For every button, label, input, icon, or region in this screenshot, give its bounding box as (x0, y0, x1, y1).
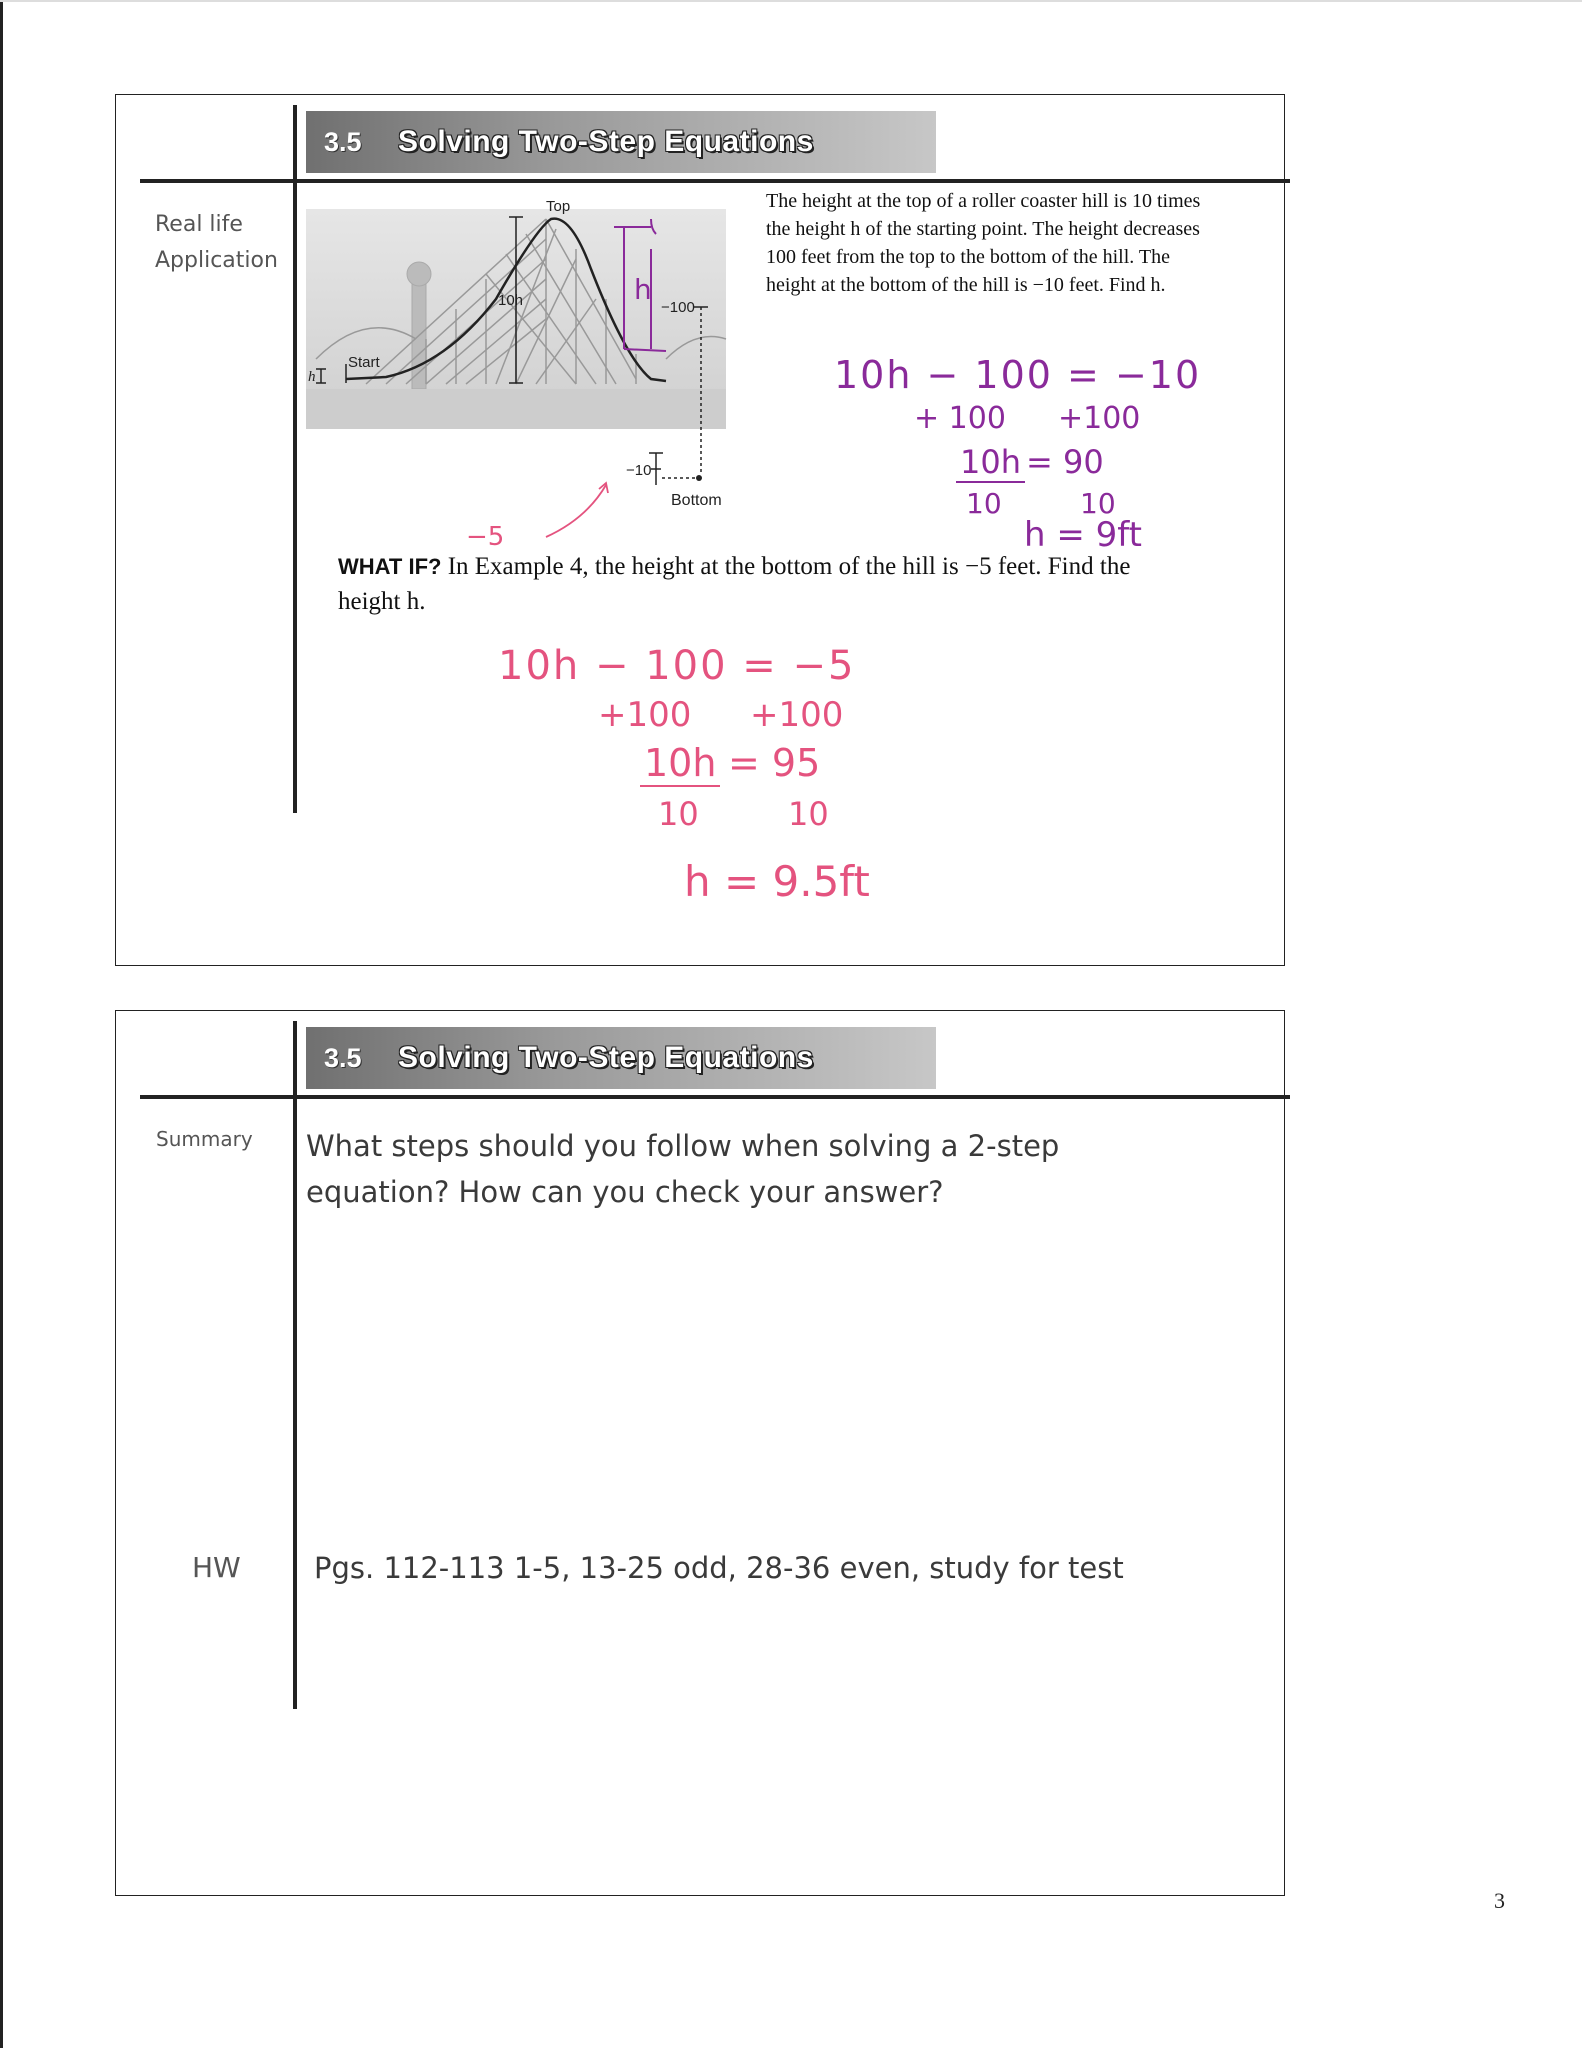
problem-text: The height at the top of a roller coaster hill is 10 times the height h of the starting point. The height decreases 100 feet from the top to the bottom of the hill. The height at the bottom of the hill is −10 feet. Find h. (766, 190, 1201, 296)
section-title: Solving Two-Step Equations (398, 125, 814, 158)
ten-h-label: 10h (498, 292, 524, 309)
roller-coaster-figure (306, 189, 766, 549)
side-label (155, 207, 278, 279)
bottom-point (696, 475, 702, 481)
pink-arrow (546, 485, 606, 537)
summary-label: Summary (156, 1127, 253, 1151)
slide-real-life-application (115, 94, 1285, 966)
bottom-label: Bottom (671, 492, 722, 509)
section-number: 3.5 (324, 1042, 362, 1073)
handwritten-minus5: −5 (466, 522, 505, 549)
work2-line1: 10h − 100 = −5 (498, 643, 856, 689)
work2-line2a: +100 (598, 695, 692, 735)
handwritten-h: h (634, 273, 652, 306)
header-rule (140, 179, 1290, 183)
side-label-line1: Real life (155, 212, 243, 237)
work1-line5: h = 9ft (1024, 515, 1142, 555)
header-rule (140, 1095, 1290, 1099)
work1-line3a: 10h (956, 443, 1025, 483)
work2-line3b: = 95 (728, 741, 821, 785)
whatif-text: In Example 4, the height at the bottom of the hill is −5 feet. Find the height h. (338, 553, 1131, 615)
start-label: Start (348, 354, 380, 371)
minus10-label: −10 (626, 462, 652, 479)
page-number: 3 (1494, 1888, 1505, 1913)
ground (306, 389, 726, 429)
work1-line2a: + 100 (914, 401, 1006, 436)
work1-line3b: = 90 (1026, 443, 1104, 481)
h-label: h (308, 369, 316, 385)
minus100-label: −100 (661, 299, 695, 316)
whatif-prompt (338, 549, 1138, 619)
section-number: 3.5 (324, 126, 362, 157)
work2-line2b: +100 (750, 695, 844, 735)
scan-top-edge (0, 0, 1582, 2)
section-header (306, 1027, 936, 1089)
work1-line4a: 10 (966, 487, 1002, 520)
margin-rule (293, 105, 297, 813)
work2-line4b: 10 (788, 795, 829, 833)
section-title: Solving Two-Step Equations (398, 1041, 814, 1074)
section-header (306, 111, 936, 173)
whatif-lead: WHAT IF? (338, 554, 442, 579)
hw-label: HW (192, 1551, 241, 1584)
hw-text: Pgs. 112-113 1-5, 13-25 odd, 28-36 even, study for test (314, 1551, 1124, 1585)
slide-summary (115, 1010, 1285, 1896)
margin-rule (293, 1021, 297, 1709)
work1-line2b: +100 (1058, 401, 1141, 436)
work2-line4a: 10 (658, 795, 699, 833)
work2-line5: h = 9.5ft (684, 857, 870, 906)
summary-question: What steps should you follow when solving a 2-step equation? How can you check your answer? (306, 1129, 1060, 1209)
work1-line1: 10h − 100 = −10 (834, 353, 1202, 397)
top-label: Top (546, 198, 571, 215)
scan-left-edge (0, 0, 3, 2048)
work1-line4b: 10 (1080, 487, 1116, 520)
work2-line3a: 10h (640, 741, 720, 787)
side-label-line2: Application (155, 248, 278, 273)
